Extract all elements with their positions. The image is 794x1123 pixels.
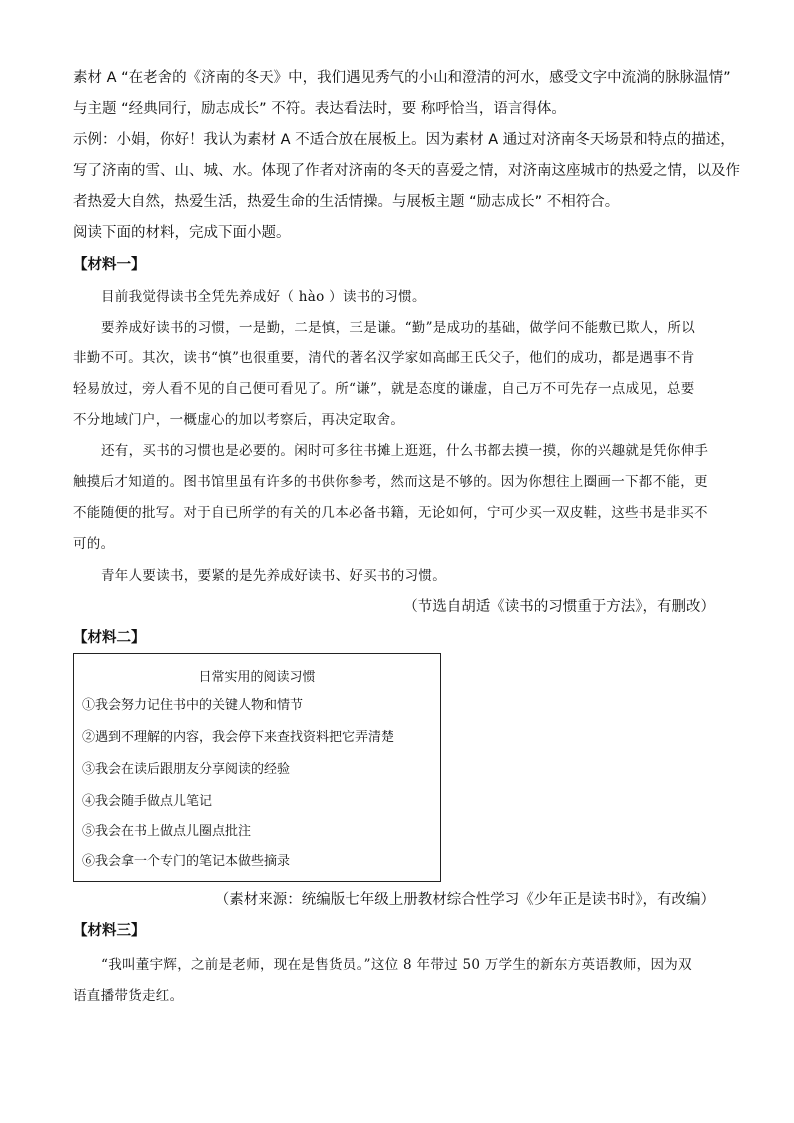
material2-source: （素材来源：统编版七年级上册教材综合性学习《少年正是读书时》，有改编） (214, 892, 715, 908)
habit-item: ②遇到不理解的内容，我会停下来查找资料把它弄清楚 (82, 730, 395, 745)
example-line: 写了济南的雪、山、城、水。体现了作者对济南的冬天的喜爱之情，对济南这座城市的热爱之情，以及作 (73, 163, 740, 179)
material1-line: 可的。 (73, 536, 115, 552)
box-title: 日常实用的阅读习惯 (198, 670, 316, 685)
instruction: 阅读下面的材料，完成下面小题。 (73, 225, 291, 241)
habit-item: ⑥我会拿一个专门的笔记本做些摘录 (82, 854, 291, 869)
material3-heading: 【材料三】 (73, 923, 146, 939)
para-line: 素材 A “在老舍的《济南的冬天》中，我们遇见秀气的小山和澄清的河水，感受文字中流淌的脉脉温情” (73, 70, 731, 86)
para-line: 与主题 “经典同行，励志成长” 不符。表达看法时，要 称呼恰当，语言得体。 (73, 101, 566, 117)
material1-heading: 【材料一】 (73, 257, 146, 273)
habit-item: ④我会随手做点儿笔记 (82, 794, 213, 809)
material1-source: （节选自胡适《读书的习惯重于方法》，有删改） (403, 599, 715, 615)
material1-line: 轻易放过，旁人看不见的自己便可看见了。所“谦”，就是态度的谦虚，自己万不可先存一点成见，总要 (73, 381, 695, 397)
material1-line: 目前我觉得读书全凭先养成好（ hào ）读书的习惯。 (101, 289, 426, 305)
material1-line: 不分地域门户，一概虚心的加以考察后，再决定取舍。 (73, 412, 405, 428)
material1-line: 还有，买书的习惯也是必要的。闲时可多往书摊上逛逛，什么书都去摸一摸，你的兴趣就是凭你伸手 (101, 443, 709, 459)
material1-line: 非勤不可。其次，读书“慎”也很重要，清代的著名汉学家如高邮王氏父子，他们的成功，都是遇事不肯 (73, 350, 695, 366)
material1-line: 要养成好读书的习惯，一是勤，二是慎，三是谦。“勤”是成功的基础，做学问不能敷已欺人，所以 (101, 320, 696, 336)
reading-habits-box (73, 653, 441, 882)
material1-line: 不能随便的批写。对于自已所学的有关的几本必备书籍，无论如何，宁可少买一双皮鞋，这些书是非买不 (73, 505, 708, 521)
material1-line: 青年人要读书，要紧的是先养成好读书、好买书的习惯。 (101, 568, 446, 584)
material3-line: “我叫董宇辉，之前是老师，现在是售货员。”这位 8 年带过 50 万学生的新东方英语教师，因为双 (101, 957, 692, 973)
habit-item: ③我会在读后跟朋友分享阅读的经验 (82, 762, 291, 777)
example-line: 示例：小娟，你好！我认为素材 A 不适合放在展板上。因为素材 A 通过对济南冬天场景和特点的描述， (73, 132, 735, 148)
material1-line: 触摸后才知道的。图书馆里虽有许多的书供你参考，然而这是不够的。因为你想往上圈画一下都不能，更 (73, 474, 708, 490)
habit-item: ⑤我会在书上做点儿圈点批注 (82, 824, 252, 839)
example-line: 者热爱大自然，热爱生活，热爱生命的生活情操。与展板主题 “励志成长” 不相符合。 (73, 194, 620, 210)
habit-item: ①我会努力记住书中的关键人物和情节 (82, 698, 304, 713)
material3-line: 语直播带货走红。 (73, 988, 184, 1004)
material2-heading: 【材料二】 (73, 630, 146, 646)
